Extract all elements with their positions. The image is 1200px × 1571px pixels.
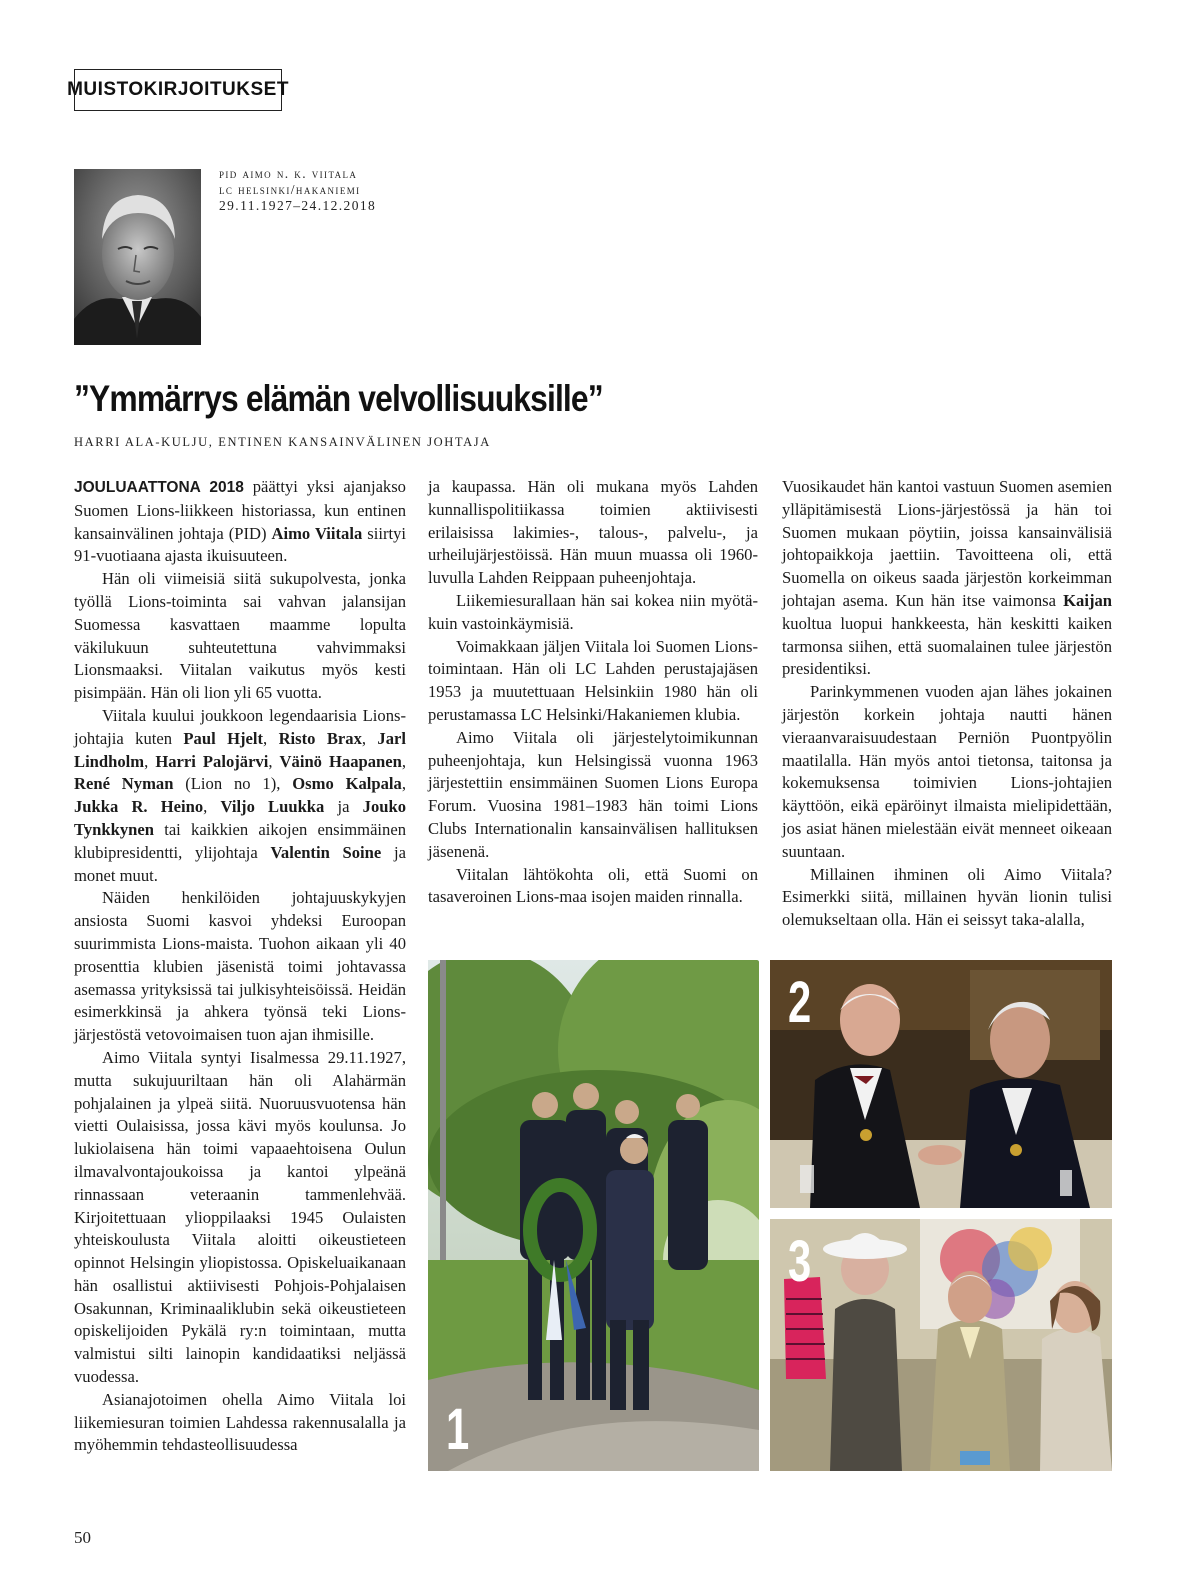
lead-in: JOULUAATTONA 2018 [74, 479, 244, 496]
bio-name: pid aimo n. k. viitala [219, 166, 358, 181]
text: päättyi yksi ajanjakso Suomen Lions-liikkeen historiassa, kun entinen kansainvälinen johtaja (PID) [74, 477, 406, 543]
photo-wreath-ceremony [428, 960, 759, 1471]
person-name: Osmo Kalpala [292, 774, 402, 794]
paragraph: Aimo Viitala oli järjestelytoimikunnan puheenjohtaja, kun Helsingissä vuonna 1963 järjestettiin ensimmäinen Suomen Lions Europa Forum. Vuosina 1981–1983 hän toimi Lions Clubs Internationalin kansainvälisen hallituksen jäsenenä. [428, 727, 758, 861]
paragraph: ja kaupassa. Hän oli mukana myös Lahden kunnallispolitiikassa toimien aktiivisesti erilaisissa lakimies-, talous-, palvelu-, ja urheilujärjestöissä. Hän muun muassa oli 1960-luvulla Lahden Reippaan puheenjohtaja. [428, 477, 758, 588]
person-name: Risto Brax [278, 728, 362, 748]
paragraph: Liikemiesurallaan hän sai kokea niin myötä- kuin vastoinkäymisiä. [428, 590, 758, 633]
photo-greeting [770, 960, 1112, 1208]
bio-club: lc helsinki/hakaniemi [219, 182, 361, 197]
paragraph: Parinkymmenen vuoden ajan lähes jokainen järjestön korkein johtaja nautti hänen vieraanvaraisuudestaan Perniön Puontpyölin maatilalla. Hän myös antoi tietonsa, taitonsa ja kokemuksensa toimivien Lions-johtajien käyttöön, eikä epäröinyt ilmaista mielipidettään, jos asiat hänen mielestään eivät menneet oikeaan suuntaan. [782, 682, 1112, 861]
text: (Lion no 1), [173, 774, 293, 794]
person-name: Jukka R. Heino [74, 797, 204, 817]
text-column-3 [782, 476, 1112, 932]
person-name: Harri Palojärvi [155, 751, 269, 771]
paragraph: Hän oli viimeisiä siitä sukupolvesta, jonka työllä Lions-toiminta sai vahvan jalansijan Suomessa kasvattaen maamme lopulta väkilukuun suhteutettuna vahvimmaksi Lionsmaaksi. Viitalan vaikutus myös kesti pisimpään. Hän oli lion yli 65 vuotta. [74, 569, 406, 703]
photo-number-3: 3 [788, 1229, 812, 1294]
page-number: 50 [74, 1528, 91, 1547]
paragraph: Näiden henkilöiden johtajuuskykyjen ansiosta Suomi kasvoi yhdeksi Euroopan suurimmista Lions-maista. Tuohon aikaan yli 40 prosenttia klubien jäsenistä toimi johtavassa asemassa yrityksissä tai julkisyhteisöissä. Heidän esimerkkinsä ja ahkera työnsä teki Lions-järjestöstä vetovoimaisen tuon ajan ihmisille. [74, 888, 406, 1045]
paragraph [74, 476, 406, 568]
bio-block [219, 166, 376, 214]
text: Viitala kuului joukkoon legendaarisia Lions-johtajia kuten [74, 705, 406, 748]
paragraph: Viitalan lähtökohta oli, että Suomi on tasaveroinen Lions-maa isojen maiden rinnalla. [428, 864, 758, 907]
text: ja monet muut. [74, 842, 406, 885]
section-label: MUISTOKIRJOITUKSET [74, 69, 282, 111]
text: siirtyi 91-vuotiaana ajasta ikuisuuteen. [74, 523, 406, 566]
text: tai kaikkien aikojen ensimmäinen klubipresidentti, ylijohtaja [74, 819, 406, 862]
paragraph: Voimakkaan jäljen Viitala loi Suomen Lions-toimintaan. Hän oli LC Lahden perustajajäsen 1953 ja muutettuaan Helsinkiin 1980 hän oli perustamassa LC Helsinki/Hakaniemen klubia. [428, 636, 758, 724]
person-name: Jouko Tynkkynen [74, 797, 406, 839]
portrait-photo [74, 169, 201, 345]
person-name: Väinö Haapanen [279, 751, 402, 771]
paragraph: Asianajotoimen ohella Aimo Viitala loi liikemiesuran toimien Lahdessa rakennusalalla ja myöhemmin tehdasteollisuudessa [74, 1389, 406, 1455]
article-headline: ”Ymmärrys elämän velvollisuuksille” [74, 378, 603, 419]
person-name: Viljo Luukka [220, 797, 325, 817]
article-author: HARRI ALA-KULJU, ENTINEN KANSAINVÄLINEN JOHTAJA [74, 435, 491, 449]
text: ja [324, 797, 363, 817]
bio-dates: 29.11.1927–24.12.2018 [219, 198, 377, 213]
text: kuoltua luopui hankkeesta, hän keskitti kaiken tarmonsa siihen, että suomalainen tulee järjestön presidentiksi. [782, 613, 1112, 679]
person-name: Kaijan [1063, 590, 1112, 610]
paragraph [782, 476, 1112, 681]
person-name: René Nyman [74, 774, 174, 794]
photo-gift-presentation [770, 1219, 1112, 1471]
photo-number-1: 1 [446, 1397, 470, 1462]
person-name: Aimo Viitala [271, 523, 363, 543]
text: Vuosikaudet hän kantoi vastuun Suomen asemien ylläpitämisestä Lions-järjestössä ja hän toi Suomen mukaan pöytiin, joissa kansainvälisiä johtopaikkoja jaettiin. Tavoitteena oli, että Suomella on oikeus saada järjestön korkeimman johtajan asema. Kun hän itse vaimonsa [782, 477, 1112, 610]
text-column-1 [74, 476, 406, 1457]
person-name: Paul Hjelt [183, 728, 264, 748]
person-name: Jarl Lindholm [74, 728, 406, 771]
paragraph: Millainen ihminen oli Aimo Viitala? Esimerkki siitä, millainen hyvän lionin tulisi olemukseltaan olla. Hän ei seissyt taka-alalla, [782, 864, 1112, 930]
photo-number-2: 2 [788, 970, 812, 1035]
person-name: Valentin Soine [270, 842, 382, 862]
paragraph: Aimo Viitala syntyi Iisalmessa 29.11.1927, mutta sukujuuriltaan hän oli Alahärmän pohjalainen ja ylpeä siitä. Nuoruusvuotensa hän vietti Oulaisissa, jossa kävi myös koulunsa. Jo lukiolaisena hän toimi vapaaehtoisena Oulun ilmavalvontajoukoissa ja kantoi ylpeänä rinnassaan veteraanin tammenlehvää. Kirjoitettuaan ylioppilaaksi 1945 Oulaisten yhteiskoulusta Viitala aloitti oikeustieteen opinnot Helsingin yliopistossa. Opiskeluaikanaan hän osallistui aktiivisesti Pohjois-Pohjalaisen Osakunnan, Kriminaaliklubin sekä oikeustieteen opiskelijoiden Pykälä ry:n toimintaan, mutta valmistui silti lainopin kandidaatiksi neljässä vuodessa. [74, 1047, 406, 1387]
text-column-2 [428, 476, 758, 909]
paragraph: Viitala kuului joukkoon legendaarisia Lions-johtajia kuten Paul Hjelt, Risto Brax, Jarl Lindholm, Harri Palojärvi, Väinö Haapanen, René Nyman (Lion no 1), Osmo Kalpala, Jukka R. Heino, Viljo Luukka ja Jouko Tynkkynen tai kaikkien aikojen ensimmäinen klubipresidentti, ylijohtaja Valentin Soine ja monet muut. [74, 705, 407, 885]
